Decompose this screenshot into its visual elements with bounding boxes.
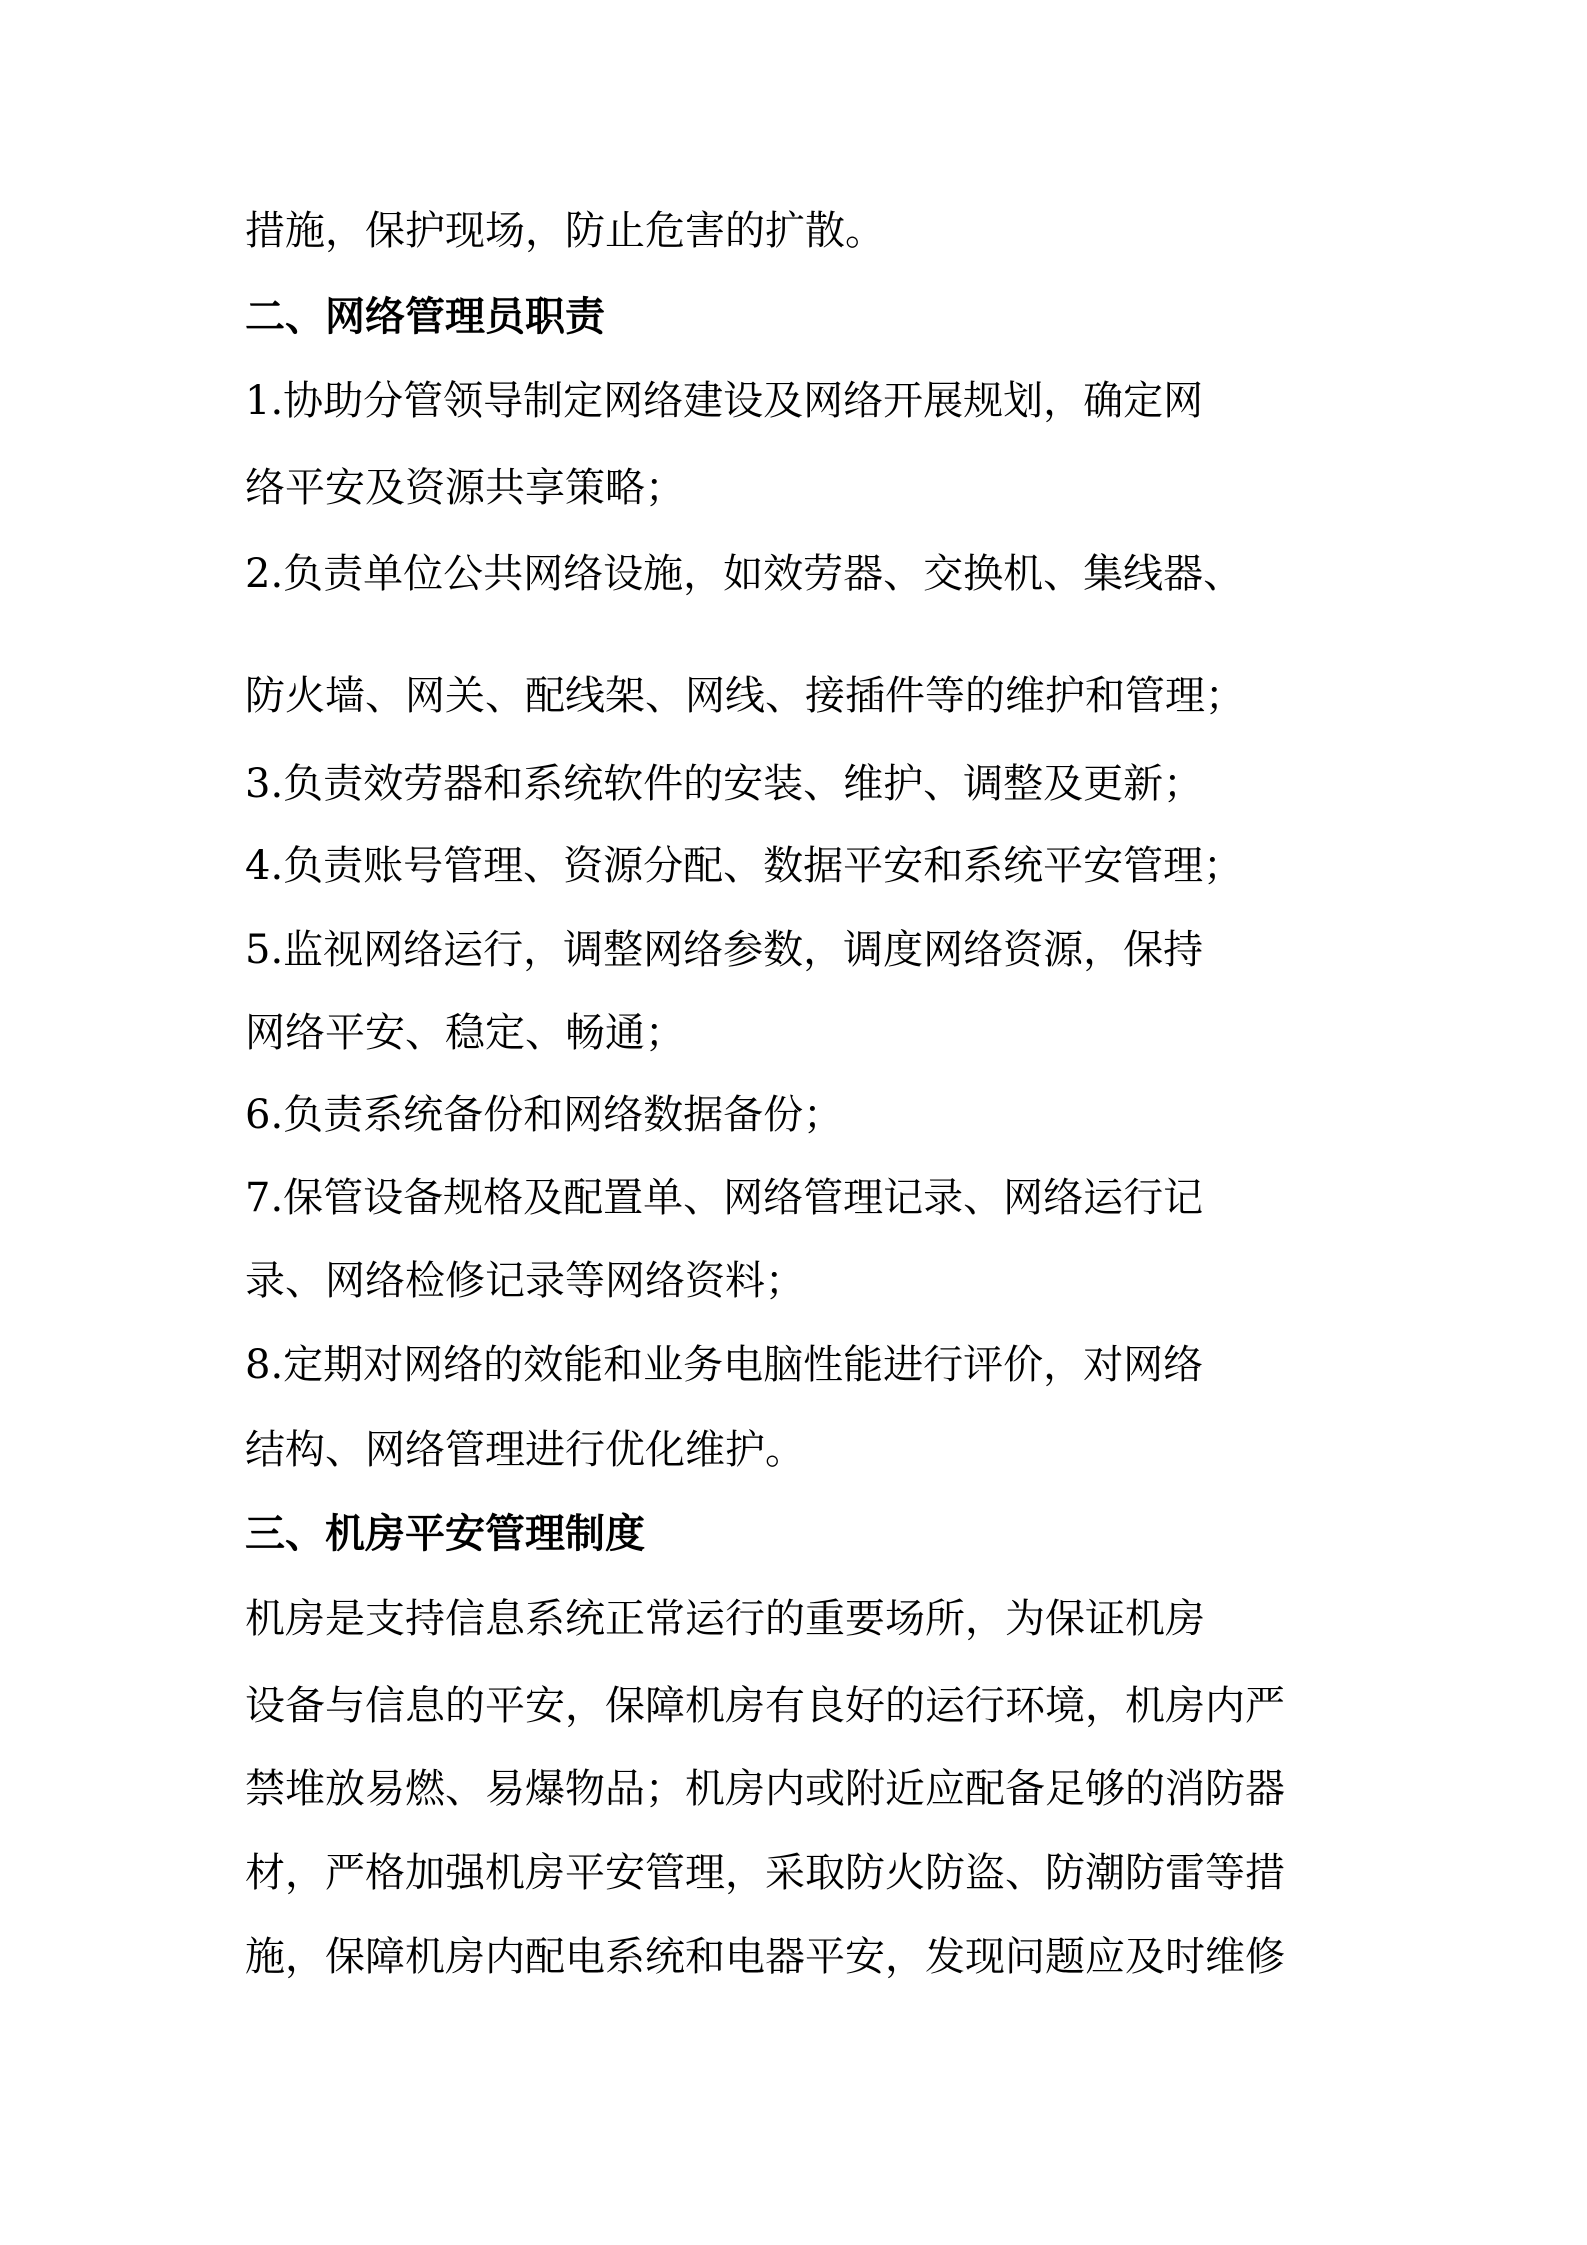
list-item: 8.定期对网络的效能和业务电脑性能进行评价，对网络 bbox=[245, 1342, 1204, 1388]
text-line: 措施，保护现场，防止危害的扩散。 bbox=[245, 208, 885, 254]
text-line: 施，保障机房内配电系统和电器平安，发现问题应及时维修 bbox=[245, 1934, 1285, 1980]
list-item: 3.负责效劳器和系统软件的安装、维护、调整及更新； bbox=[245, 761, 1204, 807]
text-line: 网络平安、稳定、畅通； bbox=[245, 1010, 685, 1056]
text-line: 材，严格加强机房平安管理，采取防火防盗、防潮防雷等措 bbox=[245, 1850, 1285, 1896]
text-line: 录、网络检修记录等网络资料； bbox=[245, 1258, 805, 1304]
list-item: 7.保管设备规格及配置单、网络管理记录、网络运行记 bbox=[245, 1175, 1204, 1221]
section-heading: 二、网络管理员职责 bbox=[245, 294, 605, 340]
section-heading: 三、机房平安管理制度 bbox=[245, 1511, 645, 1557]
list-item: 1.协助分管领导制定网络建设及网络开展规划，确定网 bbox=[245, 378, 1204, 424]
list-item: 4.负责账号管理、资源分配、数据平安和系统平安管理； bbox=[245, 843, 1244, 889]
text-line: 设备与信息的平安，保障机房有良好的运行环境，机房内严 bbox=[245, 1683, 1285, 1729]
text-line: 络平安及资源共享策略； bbox=[245, 465, 685, 511]
text-line: 结构、网络管理进行优化维护。 bbox=[245, 1427, 805, 1473]
list-item: 6.负责系统备份和网络数据备份； bbox=[245, 1092, 844, 1138]
list-item: 2.负责单位公共网络设施，如效劳器、交换机、集线器、 bbox=[245, 551, 1244, 597]
text-line: 机房是支持信息系统正常运行的重要场所，为保证机房 bbox=[245, 1596, 1205, 1642]
text-line: 防火墙、网关、配线架、网线、接插件等的维护和管理； bbox=[245, 673, 1245, 719]
text-line: 禁堆放易燃、易爆物品；机房内或附近应配备足够的消防器 bbox=[245, 1766, 1285, 1812]
list-item: 5.监视网络运行，调整网络参数，调度网络资源，保持 bbox=[245, 927, 1204, 973]
